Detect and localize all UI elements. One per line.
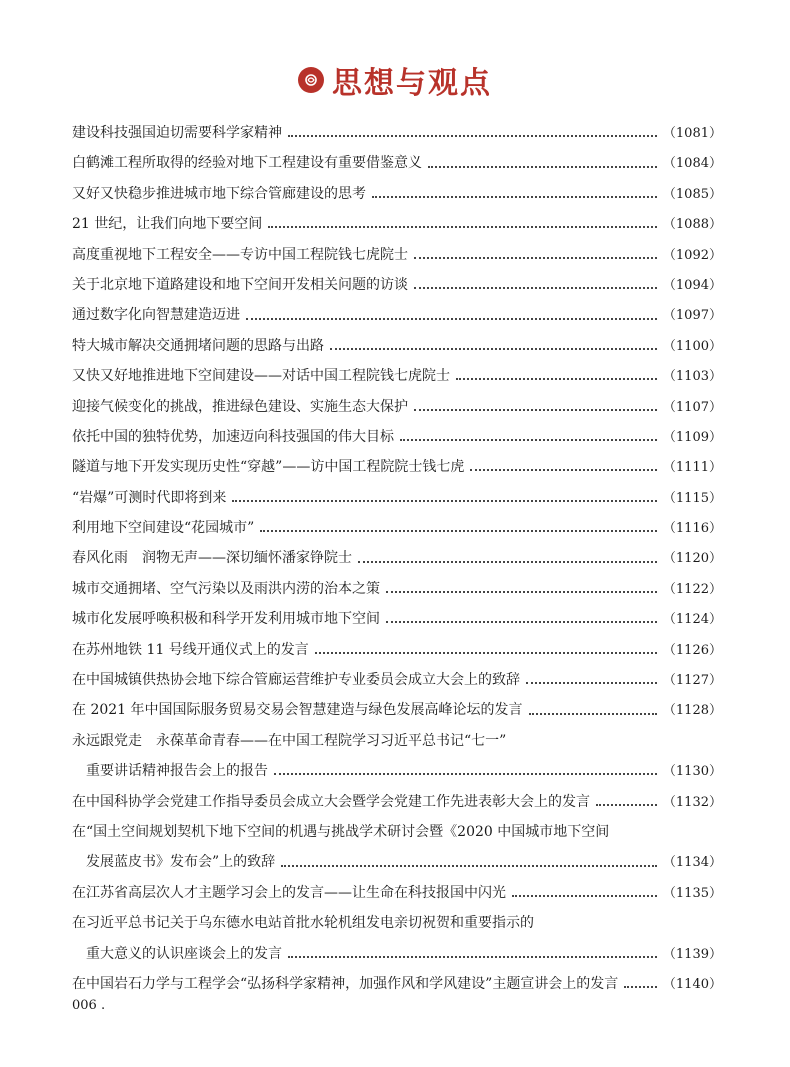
leader-dots — [281, 865, 657, 867]
leader-dots — [428, 166, 657, 168]
entry-title: “岩爆”可测时代即将到来 — [72, 489, 227, 506]
toc-entry[interactable] — [72, 635, 722, 665]
entry-page: （1126） — [662, 642, 722, 658]
entry-title: 城市交通拥堵、空气污染以及雨洪内涝的治本之策 — [72, 580, 380, 597]
entry-page: （1111） — [662, 460, 722, 476]
toc-entry[interactable] — [72, 543, 722, 573]
leader-dots — [358, 561, 657, 563]
leader-dots — [400, 439, 657, 441]
leader-dots — [260, 530, 657, 532]
leader-dots — [624, 986, 657, 988]
entry-title: 特大城市解决交通拥堵问题的思路与出路 — [72, 337, 324, 354]
entry-page: （1115） — [662, 490, 722, 506]
entry-page: （1085） — [662, 186, 722, 202]
entry-title: 关于北京地下道路建设和地下空间开发相关问题的访谈 — [72, 276, 408, 293]
toc-entry[interactable] — [72, 392, 722, 422]
entry-page: （1128） — [662, 703, 722, 719]
entry-title: 在中国城镇供热协会地下综合管廊运营维护专业委员会成立大会上的致辞 — [72, 672, 520, 689]
toc-entry[interactable] — [72, 665, 722, 695]
entry-title: 春风化雨 润物无声——深切缅怀潘家铮院士 — [72, 550, 352, 567]
toc-entry[interactable] — [72, 179, 722, 209]
entry-page: （1109） — [662, 429, 722, 445]
toc-entry[interactable] — [72, 209, 722, 239]
entry-title: 在习近平总书记关于乌东德水电站首批水轮机组发电亲切祝贺和重要指示的 — [72, 915, 534, 932]
entry-page: （1130） — [662, 764, 722, 780]
toc-entry[interactable] — [72, 118, 722, 148]
entry-page: （1127） — [662, 673, 722, 689]
leader-dots — [246, 318, 657, 320]
leader-dots — [414, 257, 657, 259]
entry-page: （1092） — [662, 247, 722, 263]
toc-entry[interactable] — [72, 969, 722, 999]
leader-dots — [414, 409, 657, 411]
toc-entry-first-line[interactable] — [72, 817, 722, 847]
table-of-contents — [72, 118, 722, 999]
toc-entry[interactable] — [72, 270, 722, 300]
leader-dots — [288, 956, 657, 958]
leader-dots — [386, 591, 657, 593]
entry-title: 利用地下空间建设“花园城市” — [72, 520, 255, 537]
entry-title: 在中国岩石力学与工程学会“弘扬科学家精神，加强作风和学风建设”主题宣讲会上的发言 — [72, 975, 619, 992]
leader-dots — [330, 348, 657, 350]
entry-title: 建设科技强国迫切需要科学家精神 — [72, 125, 282, 141]
entry-title: 发展蓝皮书》发布会”上的致辞 — [86, 854, 276, 871]
leader-dots — [268, 226, 657, 228]
toc-entry[interactable] — [72, 787, 722, 817]
toc-entry-first-line[interactable] — [72, 908, 722, 938]
leader-dots — [288, 135, 657, 137]
entry-title: 重要讲话精神报告会上的报告 — [86, 763, 268, 780]
entry-page: （1094） — [662, 277, 722, 293]
page-number: 006 . — [72, 998, 106, 1013]
toc-entry[interactable] — [72, 452, 722, 482]
entry-page: （1124） — [662, 612, 722, 628]
toc-entry[interactable] — [72, 483, 722, 513]
seal-icon — [298, 67, 324, 93]
entry-page: （1100） — [662, 338, 722, 354]
leader-dots — [274, 773, 657, 775]
entry-title: 城市化发展呼唤积极和科学开发利用城市地下空间 — [72, 611, 380, 628]
leader-dots — [456, 378, 657, 380]
entry-page: （1097） — [662, 308, 722, 324]
entry-title: 在苏州地铁 11 号线开通仪式上的发言 — [72, 641, 309, 658]
entry-page: （1120） — [662, 551, 722, 567]
entry-page: （1140） — [662, 976, 722, 992]
leader-dots — [529, 713, 657, 715]
toc-entry[interactable] — [72, 240, 722, 270]
leader-dots — [372, 196, 657, 198]
entry-title: 21 世纪，让我们向地下要空间 — [72, 216, 263, 233]
section-title: 思想与观点 — [332, 66, 492, 101]
entry-title: 在 2021 年中国国际服务贸易交易会智慧建造与绿色发展高峰论坛的发言 — [72, 702, 523, 719]
entry-title: 通过数字化向智慧建造迈进 — [72, 307, 240, 324]
entry-page: （1122） — [662, 581, 722, 597]
leader-dots — [470, 469, 657, 471]
entry-title: 永远跟党走 永葆革命青春——在中国工程院学习习近平总书记“七一” — [72, 732, 507, 749]
leader-dots — [315, 652, 657, 654]
toc-entry[interactable] — [72, 574, 722, 604]
entry-title: 又快又好地推进地下空间建设——对话中国工程院钱七虎院士 — [72, 368, 450, 385]
entry-page: （1084） — [662, 156, 722, 172]
entry-page: （1132） — [662, 794, 722, 810]
entry-page: （1081） — [662, 126, 722, 141]
entry-title: 在中国科协学会党建工作指导委员会成立大会暨学会党建工作先进表彰大会上的发言 — [72, 793, 590, 810]
entry-page: （1116） — [662, 521, 722, 537]
toc-entry-continuation[interactable] — [72, 756, 722, 786]
entry-title: 迎接气候变化的挑战，推进绿色建设、实施生态大保护 — [72, 398, 408, 415]
entry-page: （1135） — [662, 885, 722, 901]
entry-title: 白鹤滩工程所取得的经验对地下工程建设有重要借鉴意义 — [72, 155, 422, 172]
entry-title: 在江苏省高层次人才主题学习会上的发言——让生命在科技报国中闪光 — [72, 884, 506, 901]
toc-entry[interactable] — [72, 331, 722, 361]
toc-entry[interactable] — [72, 878, 722, 908]
leader-dots — [526, 682, 657, 684]
leader-dots — [596, 804, 657, 806]
entry-page: （1103） — [662, 369, 722, 385]
toc-entry[interactable] — [72, 300, 722, 330]
toc-entry[interactable] — [72, 695, 722, 725]
entry-page: （1139） — [662, 946, 722, 962]
entry-title: 隧道与地下开发实现历史性“穿越”——访中国工程院院士钱七虎 — [72, 459, 465, 476]
entry-page: （1088） — [662, 217, 722, 233]
entry-title: 依托中国的独特优势，加速迈向科技强国的伟大目标 — [72, 428, 394, 445]
leader-dots — [414, 287, 657, 289]
toc-entry[interactable] — [72, 513, 722, 543]
leader-dots — [512, 895, 657, 897]
toc-entry-continuation[interactable] — [72, 939, 722, 969]
toc-entry[interactable] — [72, 604, 722, 634]
toc-entry-continuation[interactable] — [72, 847, 722, 877]
toc-entry[interactable] — [72, 148, 722, 178]
entry-title: 高度重视地下工程安全——专访中国工程院钱七虎院士 — [72, 246, 408, 263]
toc-entry[interactable] — [72, 422, 722, 452]
leader-dots — [386, 621, 657, 623]
entry-title: 在“国土空间规划契机下地下空间的机遇与挑战学术研讨会暨《2020 中国城市地下空间 — [72, 823, 610, 840]
entry-page: （1134） — [662, 855, 722, 871]
leader-dots — [232, 500, 657, 502]
toc-entry[interactable] — [72, 361, 722, 391]
entry-title: 重大意义的认识座谈会上的发言 — [86, 945, 282, 962]
entry-page: （1107） — [662, 399, 722, 415]
section-header — [0, 58, 790, 102]
entry-title: 又好又快稳步推进城市地下综合管廊建设的思考 — [72, 185, 366, 202]
toc-entry-first-line[interactable] — [72, 726, 722, 756]
